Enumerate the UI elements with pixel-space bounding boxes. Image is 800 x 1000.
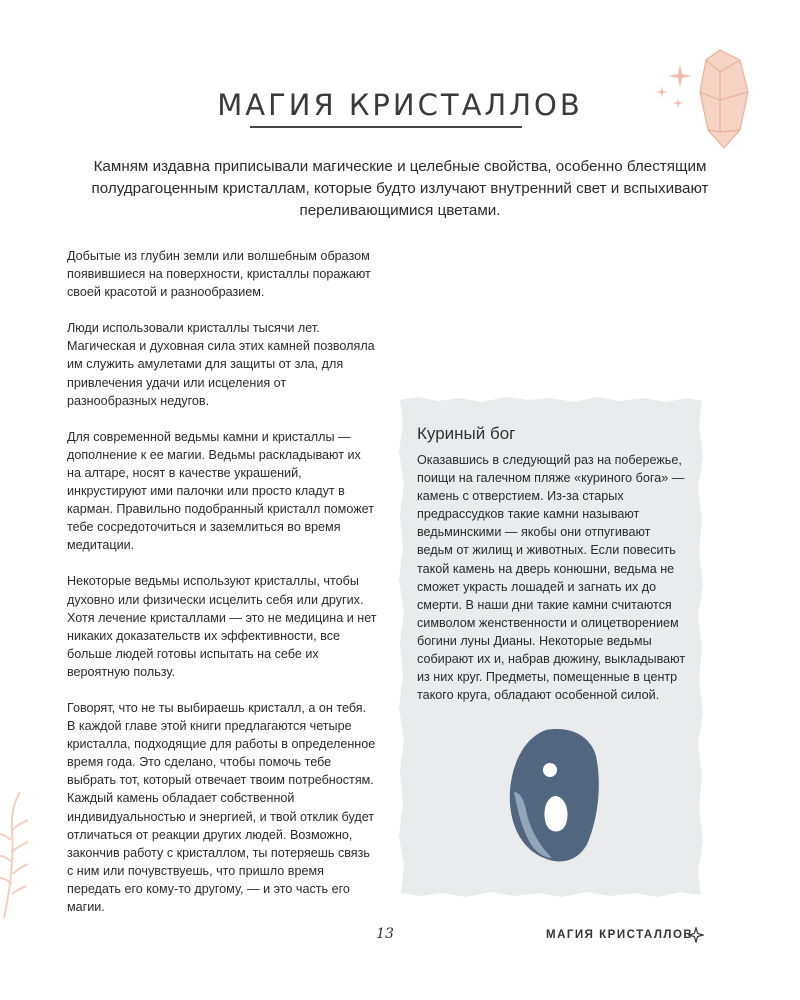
- page-number: 13: [376, 926, 394, 942]
- sidebar-title: Куриный бог: [417, 424, 516, 443]
- body-paragraph: Говорят, что не ты выбираешь кристалл, а он тебя. В каждой главе этой книги предлагаются четыре кристалла, подходящие для работы в определенное время года. Это сделано, чтобы помочь тебе выбрать тот, который отвечает твоим потребностям. Каждый камень обладает собственной индивидуальностью и энергией, и твой отклик будет отличаться от реакции других людей. Возможно, закончив работу с кристаллом, ты потеряешь связь с ним или почувствуешь, что пришло время передать его кому-то другому, — и это часть его магии.: [67, 700, 376, 914]
- body-paragraph: Добытые из глубин земли или волшебным образом появившиеся на поверхности, кристаллы поражают своей красотой и разнообразием.: [67, 249, 371, 300]
- sparkle-star-icon: [688, 927, 704, 943]
- page-title: МАГИЯ КРИСТАЛЛОВ: [217, 88, 583, 122]
- fern-leaf-icon: [0, 790, 30, 920]
- body-paragraph: Некоторые ведьмы используют кристаллы, чтобы духовно или физически исцелить себя или других. Хотя лечение кристаллами — это не медицина и нет никаких доказательств их эффективности, все больше людей готовы испытать на себе их вероятную пользу.: [67, 574, 377, 679]
- running-title: МАГИЯ КРИСТАЛЛОВ: [546, 929, 694, 941]
- hag-stone-illustration: [504, 726, 604, 866]
- lead-paragraph: Камням издавна приписывали магические и целебные свойства, особенно блестящим полудрагоценным кристаллам, которые будто излучают внутренний свет и вспыхивают переливающимися цветами.: [91, 158, 709, 219]
- title-underline: [250, 126, 522, 128]
- sidebar-text: Оказавшись в следующий раз на побережье, поищи на галечном пляже «куриного бога» — камень с отверстием. Из-за старых предрассудков такие камни называют ведьминскими — якобы они отпугивают ведьм от жилищ и животных. Если повесить такой камень на дверь конюшни, ведьма не сможет украсть лошадей и загнать их до смерти. В наши дни такие камни считаются символом женственности и олицетворением богини луны Дианы. Некоторые ведьмы собирают их и, набрав дюжину, выкладывают из них круг. Предметы, помещенные в центр такого круга, обладают особенной силой.: [417, 453, 686, 703]
- main-column: [67, 247, 377, 934]
- body-paragraph: Для современной ведьмы камни и кристаллы — дополнение к ее магии. Ведьмы раскладывают их на алтаре, носят в качестве украшений, инкрустируют ими палочки или просто кладут в карман. Правильно подобранный кристалл поможет тебе сосредоточиться и заземлиться во время медитации.: [67, 429, 374, 553]
- body-paragraph: Люди использовали кристаллы тысячи лет. Магическая и духовная сила этих камней позволяла им служить амулетами для защиты от зла, для привлечения удачи или исцеления от разнообразных недугов.: [67, 321, 375, 408]
